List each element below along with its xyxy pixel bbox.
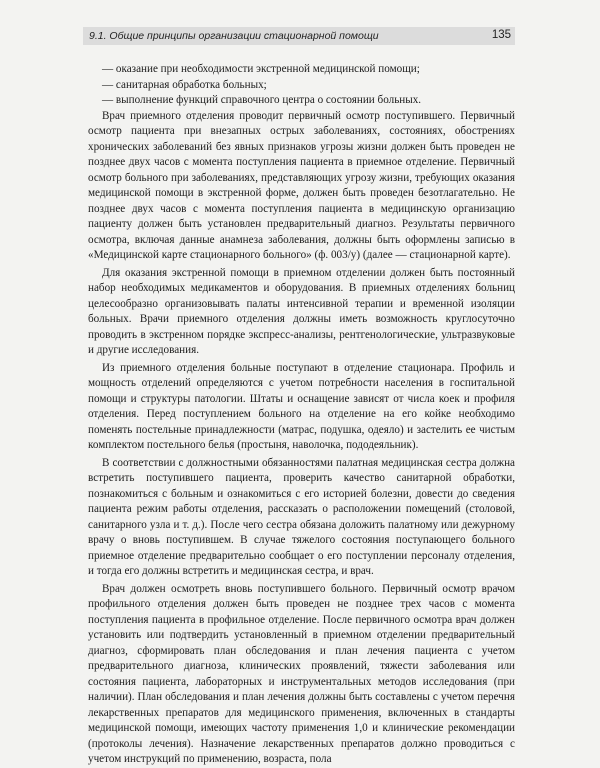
page-body: [88, 62, 515, 768]
list-item: — санитарная обработка больных;: [102, 78, 267, 91]
section-title: 9.1. Общие принципы организации стационарной помощи: [89, 30, 379, 42]
page-number: 135: [491, 29, 511, 41]
paragraph: Из приемного отделения больные поступают в отделение стационара. Профиль и мощность отделений определяются с учетом потребности населения в госпитальной помощи и структуры патологии. Штаты и оснащение зависят от числа коек и профиля отделения. Перед поступлением больного на отделение на его койке необходимо поменять постельные принадлежности (матрас, подушка, одеяло) и застелить ее чистым комплектом постельного белья (простыня, наволочка, пододеяльник).: [88, 361, 515, 451]
list-item: — оказание при необходимости экстренной медицинской помощи;: [102, 63, 420, 75]
paragraph: Врач приемного отделения проводит первичный осмотр поступившего. Первичный осмотр пациента при внезапных острых заболеваниях, состояниях, обострениях хронических заболеваний без явных признаков угрозы жизни должен быть проведен не позднее двух часов с момента поступления пациента в приемное отделение. Первичный осмотр больного при заболеваниях, представляющих угрозу жизни, требующих оказания медицинской помощи в экстренной форме, должен быть проведен безотлагательно. Не позднее двух часов с момента поступления пациента в медицинскую организацию пациенту должен быть установлен предварительный диагноз. Результаты первичного осмотра, включая данные анамнеза заболевания, должны быть оформлены записью в «Медицинской карте стационарного больного» (ф. 003/у) (далее — стационарной карте).: [88, 109, 515, 261]
paragraph: Для оказания экстренной помощи в приемном отделении должен быть постоянный набор необходимых медикаментов и оборудования. В приемных отделениях больниц целесообразно организовывать палаты интенсивной терапии и временной изоляции больных. Врачи приемного отделения должны иметь возможность круглосуточно проводить в экстренном порядке экспресс-анализы, рентгенологические, ультразвуковые и другие исследования.: [88, 266, 515, 356]
paragraph: Врач должен осмотреть вновь поступившего больного. Первичный осмотр врачом профильного отделения должен быть проведен не позднее трех часов с момента поступления пациента в профильное отделение. После первичного осмотра врач должен установить или подтвердить установленный в приемном отделении предварительный диагноз, сформировать план обследования и план лечения пациента с учетом предварительного диагноза, клинических проявлений, тяжести заболевания или состояния пациента, лабораторных и инструментальных методов исследования (при наличии). План обследования и план лечения должны быть составлены с учетом перечня лекарственных препаратов для медицинского применения, включенных в стандарты медицинской помощи, имеющих частоту применения 1,0 и клинические рекомендации (протоколы лечения). Назначение лекарственных препаратов должно проводиться с учетом инструкций по применению, возраста, пола: [88, 582, 515, 765]
paragraph: В соответствии с должностными обязанностями палатная медицинская сестра должна встретить поступившего пациента, проверить качество санитарной обработки, познакомиться с больным и ознакомиться с его историей болезни, довести до сведения пациента режим работы отделения, рассказать о расположении помещений (столовой, санитарного узла и т. д.). После чего сестра обязана доложить палатному или дежурному врачу о вновь поступившем. В случае тяжелого состояния поступающего больного приемное отделение предварительно сообщает о его поступлении персоналу отделения, и тогда его должны встретить и медицинская сестра, и врач.: [88, 456, 515, 577]
list-item: — выполнение функций справочного центра о состоянии больных.: [102, 94, 422, 106]
running-header: [83, 27, 515, 45]
